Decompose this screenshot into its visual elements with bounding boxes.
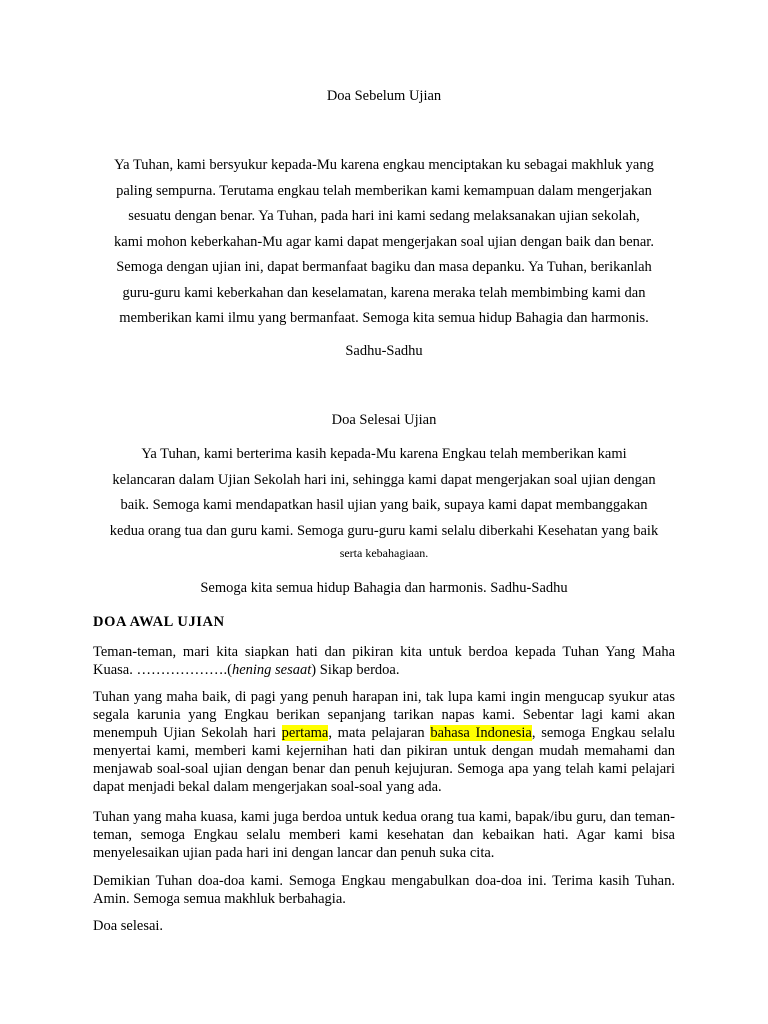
section1-line: sesuatu dengan benar. Ya Tuhan, pada hari ini kami sedang melaksanakan ujian sekolah,	[128, 208, 640, 224]
section3-paragraph-4: Demikian Tuhan doa-doa kami. Semoga Engkau mengabulkan doa-doa ini. Terima kasih Tuhan. Amin. Semoga semua makhluk berbahagia.	[93, 873, 675, 907]
section3-heading: DOA AWAL UJIAN	[93, 614, 225, 630]
section3-paragraph-2	[93, 688, 675, 796]
section2-line: baik. Semoga kami mendapatkan hasil ujian yang baik, supaya kami dapat membanggakan	[120, 497, 648, 513]
section2-line: kelancaran dalam Ujian Sekolah hari ini, sehingga kami dapat mengerjakan soal ujian dengan	[112, 471, 656, 488]
section1-line: memberikan kami ilmu yang bermanfaat. Semoga kita semua hidup Bahagia dan harmonis.	[119, 310, 649, 326]
section1-line: paling sempurna. Terutama engkau telah memberikan kami kemampuan dalam mengerjakan	[116, 182, 652, 199]
section1-line: guru-guru kami keberkahan dan keselamatan, karena meraka telah membimbing kami dan	[122, 284, 646, 301]
section3-paragraph-3: Tuhan yang maha kuasa, kami juga berdoa untuk kedua orang tua kami, bapak/ibu guru, dan teman-teman, semoga Engkau selalu memberi kami kesehatan dan kebaikan hati. Agar kami bisa menyelesaikan ujian pada hari ini dengan lancar dan penuh suka cita.	[93, 809, 675, 861]
section2-title: Doa Selesai Ujian	[331, 412, 437, 428]
section2-tail: serta kebahagiaan.	[339, 546, 429, 560]
section2-line: Ya Tuhan, kami berterima kasih kepada-Mu karena Engkau telah memberikan kami	[141, 446, 627, 462]
p1-text: Teman-teman, mari kita siapkan hati dan pikiran kita untuk berdoa kepada Tuhan Yang Maha Kuasa. ……………….(	[93, 644, 675, 678]
section1-line: kami mohon keberkahan-Mu agar kami dapat mengerjakan soal ujian dengan baik dan benar.	[114, 233, 654, 250]
section2-closing: Semoga kita semua hidup Bahagia dan harmonis. Sadhu-Sadhu	[200, 580, 568, 596]
section1-line: Semoga dengan ujian ini, dapat bermanfaat bagiku dan masa depanku. Ya Tuhan, berikanlah	[116, 259, 652, 275]
section1-paragraph	[88, 153, 680, 332]
highlight-bahasa-indonesia: bahasa Indonesia	[430, 725, 532, 741]
p1-italic: hening sesaat	[231, 662, 312, 678]
section1-title: Doa Sebelum Ujian	[326, 88, 442, 104]
section1-closing: Sadhu-Sadhu	[345, 343, 423, 359]
p2-text-mid: , mata pelajaran	[328, 725, 431, 741]
section1-line: Ya Tuhan, kami bersyukur kepada-Mu karena engkau menciptakan ku sebagai makhluk yang	[114, 157, 654, 173]
p2-text-end: , semoga Engkau selalu menyertai kami, memberi kami kejernihan hati dan pikiran untuk dengan mudah memahami dan menjawab soal-soal ujian dengan benar dan penuh kejujuran. Semoga apa yang telah kami pelajari dapat menjadi bekal dalam mengerjakan soal-soal yang ada.	[93, 725, 675, 795]
p2-text: Tuhan yang maha baik, di pagi yang penuh harapan ini, tak lupa kami ingin mengucap syukur atas segala karunia yang Engkau berikan sepanjang tarikan napas kami. Sebentar lagi kami akan menempuh Ujian Sekolah hari	[93, 689, 675, 741]
highlight-pertama: pertama	[281, 725, 329, 741]
section3-paragraph-1	[93, 643, 675, 679]
p1-text-end: ) Sikap berdoa.	[311, 662, 400, 678]
section3-paragraph-5: Doa selesai.	[93, 918, 164, 934]
section2-line: kedua orang tua dan guru kami. Semoga guru-guru kami selalu diberkahi Kesehatan yang baik	[109, 522, 659, 539]
section2-paragraph	[88, 442, 680, 544]
